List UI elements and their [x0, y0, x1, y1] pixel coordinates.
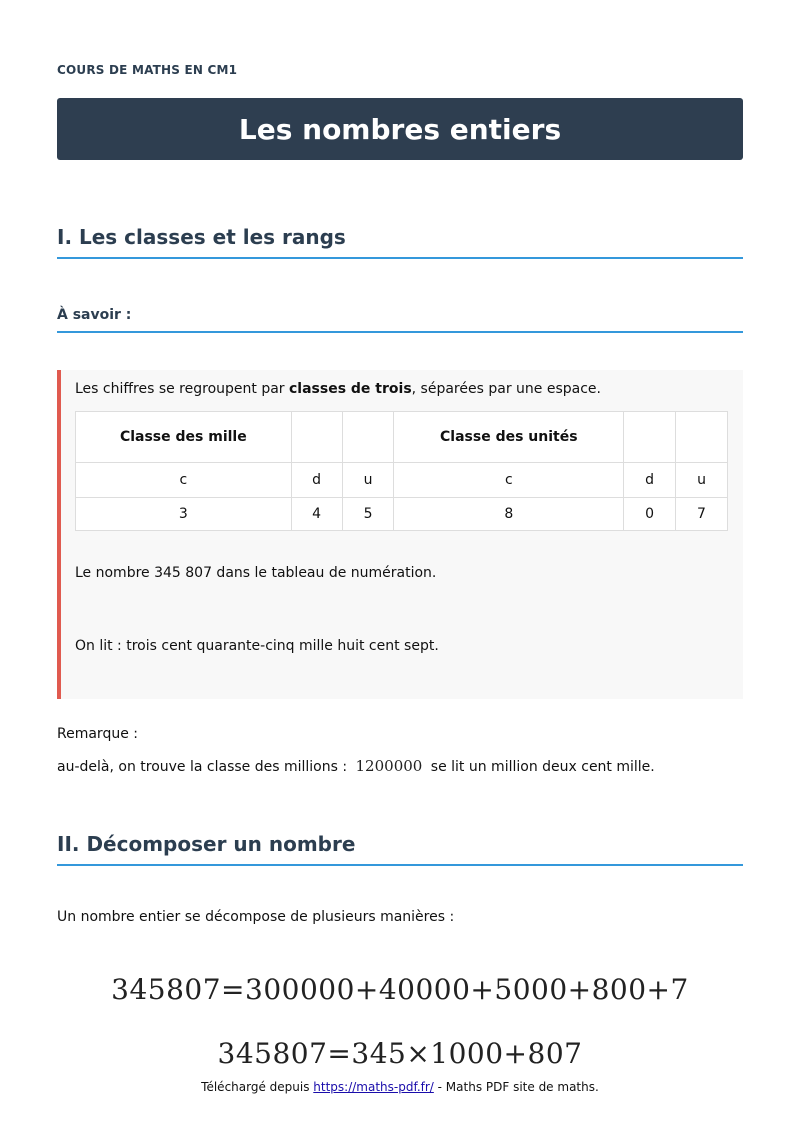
- a-savoir-heading: À savoir :: [57, 307, 743, 333]
- rank-cell: d: [624, 463, 676, 498]
- table-row: [76, 412, 728, 463]
- rank-cell: u: [342, 463, 394, 498]
- rank-cell: u: [676, 463, 728, 498]
- class-header-cell: [342, 412, 394, 463]
- digit-cell: 7: [676, 498, 728, 531]
- digit-cell: 0: [624, 498, 676, 531]
- class-header-cell: [624, 412, 676, 463]
- table-row: [76, 463, 728, 498]
- section-2-heading: II. Décomposer un nombre: [57, 832, 743, 866]
- remark-text: [57, 757, 655, 775]
- remark-text-after: se lit un million deux cent mille.: [430, 759, 655, 775]
- digit-cell: 3: [76, 498, 292, 531]
- reading-text: On lit : trois cent quarante-cinq mille huit cent sept.: [75, 638, 439, 654]
- footer-suffix: - Maths PDF site de maths.: [433, 1080, 599, 1094]
- table-caption: Le nombre 345 807 dans le tableau de numération.: [75, 565, 437, 581]
- intro-text-before: Les chiffres se regroupent par: [75, 381, 289, 397]
- footer: [0, 1080, 800, 1094]
- page-title: Les nombres entiers: [238, 112, 562, 146]
- class-header-cell: Classe des unités: [394, 412, 624, 463]
- kicker: COURS DE MATHS EN CM1: [57, 63, 238, 77]
- rank-cell: d: [291, 463, 342, 498]
- digit-cell: 4: [291, 498, 342, 531]
- class-header-cell: [676, 412, 728, 463]
- remark-text-before: au-delà, on trouve la classe des millions :: [57, 759, 348, 775]
- intro-bold: classes de trois: [289, 381, 412, 397]
- section-1-heading: I. Les classes et les rangs: [57, 225, 743, 259]
- formula-additive: 345807=300000+40000+5000+800+7: [111, 973, 689, 1006]
- class-header-cell: Classe des mille: [76, 412, 292, 463]
- class-header-cell: [291, 412, 342, 463]
- table-row: [76, 498, 728, 531]
- rank-cell: c: [394, 463, 624, 498]
- callout-intro: [75, 381, 601, 397]
- title-banner: [57, 98, 743, 160]
- decomposition-intro: Un nombre entier se décompose de plusieurs manières :: [57, 909, 455, 925]
- digit-cell: 5: [342, 498, 394, 531]
- remark-label: Remarque :: [57, 726, 138, 742]
- footer-link[interactable]: https://maths-pdf.fr/: [313, 1080, 434, 1094]
- callout-box: [57, 370, 743, 699]
- footer-prefix: Téléchargé depuis: [201, 1080, 314, 1094]
- rank-cell: c: [76, 463, 292, 498]
- numeration-table: [75, 411, 728, 531]
- digit-cell: 8: [394, 498, 624, 531]
- intro-text-after: , séparées par une espace.: [411, 381, 601, 397]
- remark-number: 1200000: [355, 757, 423, 775]
- formula-multiplicative: 345807=345×1000+807: [217, 1037, 583, 1070]
